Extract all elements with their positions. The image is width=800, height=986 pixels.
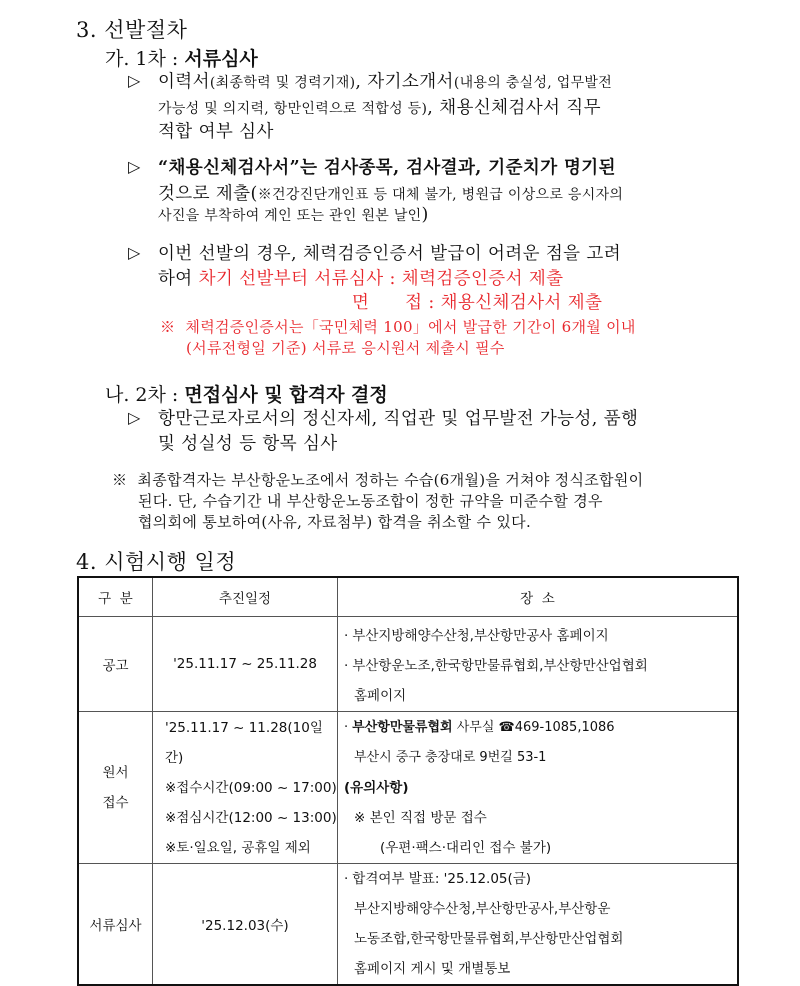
bullet-3-note-line-1: ※ 체력검증인증서는「국민체력 100」에서 발급한 기간이 6개월 이내 bbox=[160, 318, 636, 336]
place-line: 홈페이지 bbox=[354, 688, 407, 704]
bullet-dot-icon: · bbox=[344, 658, 349, 674]
bullet-3-note-line-2: (서류전형일 기준) 서류로 응시원서 제출시 필수 bbox=[186, 339, 505, 357]
table-row bbox=[78, 617, 738, 712]
text-intro-note-cont: 가능성 및 의지력, 항만인력으로 적합성 등) bbox=[158, 101, 428, 117]
final-note-line-1: ※ 최종합격자는 부산항운노조에서 정하는 수습(6개월)을 거쳐야 정식조합원이 bbox=[112, 471, 644, 489]
section-4-title: 4. 시험시행 일정 bbox=[76, 550, 237, 574]
bullet-dot-icon: · bbox=[344, 719, 349, 735]
text-intro-note: (내용의 충실성, 업무발전 bbox=[453, 75, 613, 91]
bullet-1-line-1 bbox=[158, 68, 612, 93]
cell-place bbox=[338, 617, 739, 712]
place-text: 부산항운노조,한국항만물류협회,부산항만산업협회 bbox=[352, 658, 648, 674]
cell-category: 공고 bbox=[78, 617, 153, 712]
schedule-line: '25.11.17 ~ 11.28(10일간) bbox=[165, 719, 323, 766]
bullet-3-line-2 bbox=[158, 265, 563, 290]
place-line: 홈페이지 게시 및 개별통보 bbox=[354, 961, 511, 977]
text-considering: 하여 bbox=[158, 269, 199, 289]
text-submit: 것으로 제출( bbox=[158, 184, 258, 204]
triangle-bullet-icon: ▷ bbox=[128, 408, 141, 427]
subsection-a-bold: 서류심사 bbox=[184, 48, 258, 70]
table-header-row bbox=[78, 577, 738, 617]
final-note-line-2: 된다. 단, 수습기간 내 부산항운노동조합이 정한 규약을 미준수할 경우 bbox=[138, 492, 603, 510]
place-line: 부산지방해양수산청,부산항만공사,부산항운 bbox=[354, 901, 611, 917]
sub-b-bullet-line-1: 항만근로자로서의 정신자세, 직업관 및 업무발전 가능성, 품행 bbox=[158, 409, 639, 429]
text-resume-note: (최종학력 및 경력기재) bbox=[209, 75, 356, 91]
bullet-2-line-3 bbox=[158, 205, 429, 225]
category-line: 원서 bbox=[102, 764, 129, 781]
bullet-3-line-1: 이번 선발의 경우, 체력검증인증서 발급이 어려운 점을 고려 bbox=[158, 244, 622, 264]
place-text: 부산지방해양수산청,부산항만공사 홈페이지 bbox=[352, 628, 609, 644]
triangle-bullet-icon: ▷ bbox=[128, 71, 141, 90]
schedule-line: ※점심시간(12:00 ~ 13:00) bbox=[165, 809, 337, 826]
subsection-a-title bbox=[105, 44, 258, 71]
bullet-1-line-2 bbox=[158, 94, 601, 119]
cell-category bbox=[78, 712, 153, 864]
text-intro: , 자기소개서 bbox=[355, 72, 454, 92]
place-line bbox=[344, 864, 737, 894]
text-submit-note-cont: 사진을 부착하여 계인 또는 관인 원본 날인 bbox=[158, 208, 422, 224]
place-line bbox=[344, 713, 737, 743]
text-resume: 이력서 bbox=[158, 72, 210, 92]
cell-category: 서류심사 bbox=[78, 864, 153, 986]
triangle-bullet-icon: ▷ bbox=[128, 157, 141, 176]
bullet-1-line-3: 적합 여부 심사 bbox=[158, 122, 274, 142]
cell-schedule: '25.11.17 ~ 25.11.28 bbox=[153, 617, 338, 712]
text-close-paren: ) bbox=[421, 205, 429, 225]
subsection-b-prefix: 나. 2차 : bbox=[105, 384, 185, 406]
table-row bbox=[78, 712, 738, 864]
bullet-dot-icon: · bbox=[344, 628, 349, 644]
section-3-title: 3. 선발절차 bbox=[76, 18, 188, 42]
subsection-b-bold: 면접심사 및 합격자 결정 bbox=[184, 384, 388, 406]
text-submit-note: ※건강진단개인표 등 대체 불가, 병원급 이상으로 응시자의 bbox=[257, 187, 624, 203]
header-schedule: 추진일정 bbox=[153, 577, 338, 617]
bullet-2-line-2 bbox=[158, 180, 623, 205]
header-category: 구 분 bbox=[78, 577, 153, 617]
cell-place bbox=[338, 864, 739, 986]
notice-title: (유의사항) bbox=[344, 779, 409, 796]
cell-schedule bbox=[153, 712, 338, 864]
subsection-b-title bbox=[105, 380, 388, 407]
text-next-selection-docs: 차기 선발부터 서류심사 : 체력검증인증서 제출 bbox=[198, 269, 564, 289]
office-phone: 사무실 ☎469-1085,1086 bbox=[452, 719, 615, 735]
cell-place bbox=[338, 712, 739, 864]
text-medical: , 채용신체검사서 직무 bbox=[427, 98, 601, 118]
schedule-line: ※접수시간(09:00 ~ 17:00) bbox=[165, 779, 337, 796]
place-line: 노동조합,한국항만물류협회,부산항만산업협회 bbox=[354, 931, 624, 947]
place-line bbox=[344, 621, 737, 651]
table-row bbox=[78, 864, 738, 986]
subsection-a-prefix: 가. 1차 : bbox=[105, 48, 185, 70]
schedule-line: ※토·일요일, 공휴일 제외 bbox=[165, 839, 311, 856]
bullet-dot-icon: · bbox=[344, 871, 349, 887]
place-address: 부산시 중구 충장대로 9번길 53-1 bbox=[354, 749, 547, 765]
sub-b-bullet-line-2: 및 성실성 등 항목 심사 bbox=[158, 434, 338, 454]
place-line bbox=[344, 651, 737, 681]
cell-schedule: '25.12.03(수) bbox=[153, 864, 338, 986]
notice-item: ※ 본인 직접 방문 접수 bbox=[354, 809, 487, 826]
office-name: 부산항만물류협회 bbox=[352, 719, 453, 735]
bullet-2-line-1: “채용신체검사서”는 검사종목, 검사결과, 기준치가 명기된 bbox=[158, 158, 616, 178]
category-line: 접수 bbox=[102, 794, 129, 811]
place-text: 합격여부 발표: '25.12.05(금) bbox=[352, 871, 532, 887]
triangle-bullet-icon: ▷ bbox=[128, 243, 141, 262]
notice-detail: (우편·팩스·대리인 접수 불가) bbox=[380, 839, 552, 856]
header-place: 장 소 bbox=[338, 577, 739, 617]
final-note-line-3: 협의회에 통보하여(사유, 자료첨부) 합격을 취소할 수 있다. bbox=[138, 513, 532, 531]
bullet-3-line-3: 면 접 : 채용신체검사서 제출 bbox=[352, 293, 603, 313]
schedule-table bbox=[77, 576, 739, 986]
